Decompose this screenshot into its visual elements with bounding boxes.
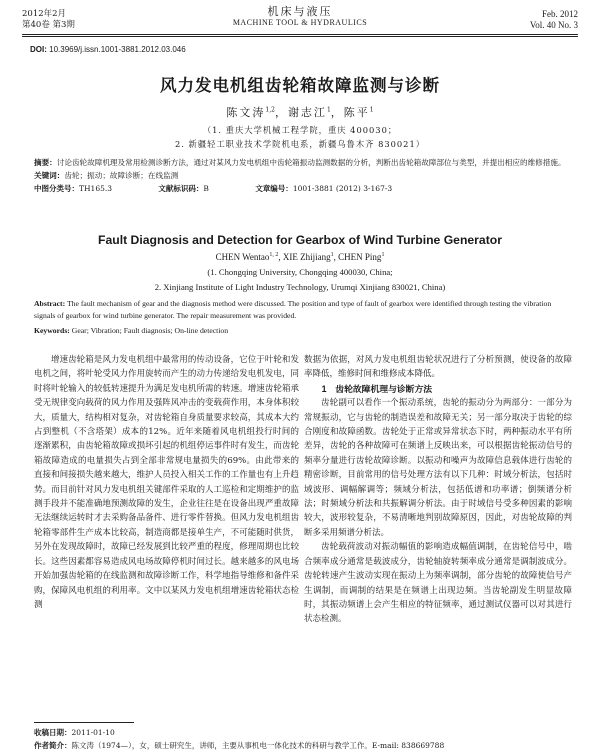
doc-code-value: B bbox=[203, 184, 209, 193]
keywords-en-text: Gear; Vibration; Fault diagnosis; On-line detection bbox=[71, 326, 229, 335]
author-3-sup-en: 1 bbox=[381, 252, 385, 258]
doc-code-label: 文献标识码： bbox=[158, 184, 204, 193]
keywords-en-label: Keywords: bbox=[34, 326, 70, 335]
abstract-en bbox=[34, 298, 572, 322]
article-no-group bbox=[255, 184, 414, 193]
keywords-cn-text: 齿轮；振动；故障诊断；在线监测 bbox=[64, 171, 179, 180]
author-sep: , bbox=[278, 252, 283, 262]
classification-line bbox=[34, 183, 436, 194]
journal-name-cn: 机床与液压 bbox=[267, 5, 333, 18]
section-1-paragraph-2: 齿轮载荷波动对振动幅值的影响造成幅值调制，在齿轮信号中，啮合频率成分通常是载波成分，齿轮轴旋转频率成分通常是调制波成分。齿轮转速产生波动实现在振动上为频率调制，部分齿轮的故障使信号产生调制，而调制的结果是在频谱上出现边频。当齿轮副发生明显故障时，其振动频谱上会产生相应的特征频率，通过测试仪器可以对其进行状态检测。 bbox=[304, 542, 572, 625]
author-3-cn: 陈平 bbox=[343, 106, 370, 119]
section-1-paragraph-1: 齿轮副可以看作一个振动系统，齿轮的振动分为两部分：一部分为常规振动，它与齿轮的制造误差和故障无关；另一部分取决于齿轮的综合刚度和故障函数。齿轮处于正常或异常状态下时，两种振动水平有所差异，齿轮的各种故障可在频谱上反映出来，可以根据齿轮振动信号的频率分量进行齿轮故障诊断。以振动和噪声为故障信息载体进行齿轮的精密诊断，目前常用的信号处理方法有以下几种：时域分析法，包括时域波形、调幅解调等；频域分析法，包括低谱和功率谱；倒频谱分析法；时频域分析法和共振解调分析法。由于时域信号受多种因素的影响较大，波形较复杂，不易清晰地判别故障原因，因此，对齿轮故障的判断多采用频谱分析法。 bbox=[304, 398, 572, 538]
author-bio bbox=[34, 740, 444, 751]
article-no-value: 1001-3881 (2012) 3-167-3 bbox=[292, 184, 393, 193]
title-cn: 风力发电机组齿轮箱故障监测与诊断 bbox=[160, 76, 440, 95]
author-1-sup-en: 1, 2 bbox=[269, 252, 279, 258]
clc-group bbox=[34, 184, 134, 193]
author-1-en: CHEN Wentao bbox=[215, 252, 270, 262]
doi-label: DOI: bbox=[30, 45, 47, 54]
issue-volume-en: Vol. 40 No. 3 bbox=[529, 20, 578, 30]
issue-date-en: Feb. 2012 bbox=[542, 9, 578, 19]
author-3-sup-cn: 1 bbox=[369, 106, 374, 114]
section-1-heading: 1 齿轮故障机理与诊断方法 bbox=[321, 383, 433, 394]
received-value: 2011-01-10 bbox=[71, 728, 115, 737]
author-bio-label: 作者简介： bbox=[34, 741, 72, 750]
abstract-cn-text: 讨论齿轮故障机理及常用检测诊断方法，通过对某风力发电机组中齿轮箱振动监测数据的分析，判断出齿轮箱故障部位与类型，并提出相应的维修措施。 bbox=[56, 158, 566, 167]
header-rule-top bbox=[22, 34, 578, 35]
article-no-label: 文章编号： bbox=[255, 184, 293, 193]
abstract-en-text: The fault mechanism of gear and the diagnosis method were discussed. The position and type of fault of gearbox were identified through testing the vibration signals of gearbox for wind turbine generator. The repair measurement was provided. bbox=[34, 299, 552, 320]
affiliation-en-1: (1. Chongqing University, Chongqing 400030, China; bbox=[207, 267, 393, 277]
received-date bbox=[34, 727, 115, 738]
doi-value: 10.3969/j.issn.1001-3881.2012.03.046 bbox=[49, 45, 186, 54]
intro-paragraph: 增速齿轮箱是风力发电机组中最常用的传动设备，它位于叶轮和发电机之间，将叶轮受风力作用旋转而产生的动力传递给发电机发电，同时将叶轮输入的较低转速提升为满足发电机所需的转速。增速齿轮箱承受无规律变向载荷的风力作用及强阵风冲击的变载荷作用，本身体积较大，质量大，结构相对复杂，对齿轮箱自身质量要求较高，其成本大约占到整机（不含塔架）成本的12%。近年来随着风电机组投行时间的逐渐累积，由齿轮箱故障或损坏引起的机组停运事件时有发生，而齿轮箱故障造成的电量损失占到全部非常规电量损失的69%。由此带来的直接和间接损失越来越大，维护人员投入相关工作的工作量也有上升趋势。而目前针对风力发电机组关键部件采取的人工巡检和定期维护的监测手段并不能准确地预测故障的发生，企业往往是在设备出现严重故障无法继续运转时才去采购备品备件、进行零件替换。但风力发电机组齿轮箱零部件生产成本比较高，制造商都是接单生产，不可能随时供货，另外在发现故障时，故障已经发展到比较严重的程度，修理周期也比较长。这些因素都容易造成风电场故障停机时间过长。越来越多的风电场开始加强齿轮箱的在线监测和故障诊断工作，科学地指导维修和备件采购，保障风电机组的利用率。文中以某风力发电机组增速齿轮箱状态检测 bbox=[34, 355, 299, 610]
clc-value: TH165.3 bbox=[79, 184, 113, 193]
author-2-sup-en: 1 bbox=[330, 252, 334, 258]
author-2-en: XIE Zhijiang bbox=[282, 252, 331, 262]
author-sep: ， bbox=[274, 106, 288, 119]
keywords-en bbox=[34, 325, 572, 337]
authors-cn bbox=[0, 104, 600, 120]
author-2-cn: 谢志江 bbox=[287, 106, 327, 119]
abstract-en-label: Abstract: bbox=[34, 299, 66, 308]
header-center bbox=[22, 6, 578, 28]
body-right-column bbox=[304, 353, 572, 627]
clc-label: 中图分类号： bbox=[34, 184, 79, 193]
author-2-sup-cn: 1 bbox=[326, 106, 331, 114]
running-header bbox=[22, 6, 578, 36]
received-label: 收稿日期： bbox=[34, 728, 72, 737]
keywords-cn-label: 关键词： bbox=[34, 171, 65, 180]
author-bio-text: 陈文涛（1974—），女，硕士研究生，讲师，主要从事机电一体化技术的科研与教学工作。E-mail: 838669788 bbox=[71, 741, 445, 750]
author-sep: ， bbox=[330, 106, 344, 119]
body-left-column bbox=[34, 353, 299, 612]
author-3-en: CHEN Ping bbox=[338, 252, 382, 262]
author-1-cn: 陈文涛 bbox=[226, 106, 266, 119]
authors-en bbox=[0, 252, 600, 262]
author-sep: , bbox=[333, 252, 339, 262]
intro-paragraph-continued: 数据为依据，对风力发电机组齿轮状况进行了分析预测，使设备的故障率降低，维修时间和维修成本降低。 bbox=[304, 355, 572, 380]
abstract-cn-label: 摘要： bbox=[34, 158, 57, 167]
keywords-cn bbox=[34, 170, 572, 182]
author-1-sup-cn: 1,2 bbox=[265, 106, 275, 114]
footnote-rule bbox=[34, 722, 134, 723]
affiliation-cn-1: （1. 重庆大学机械工程学院，重庆 400030； bbox=[202, 125, 398, 135]
doi-line bbox=[30, 45, 186, 54]
affiliation-cn-2: 2. 新疆轻工职业技术学院机电系，新疆乌鲁木齐 830021） bbox=[174, 139, 426, 149]
issue-volume-cn: 第40卷 第3期 bbox=[22, 20, 75, 30]
issue-date-cn: 2012年2月 bbox=[22, 9, 67, 19]
title-en: Fault Diagnosis and Detection for Gearbox of Wind Turbine Generator bbox=[98, 233, 502, 247]
doc-code-group bbox=[158, 184, 231, 193]
header-rule-bottom bbox=[22, 36, 578, 37]
journal-name-en: MACHINE TOOL & HYDRAULICS bbox=[232, 18, 368, 27]
header-right bbox=[530, 9, 578, 31]
affiliation-en-2: 2. Xinjiang Institute of Light Industry Technology, Urumqi Xinjiang 830021, China) bbox=[154, 282, 446, 292]
abstract-cn bbox=[34, 157, 572, 169]
